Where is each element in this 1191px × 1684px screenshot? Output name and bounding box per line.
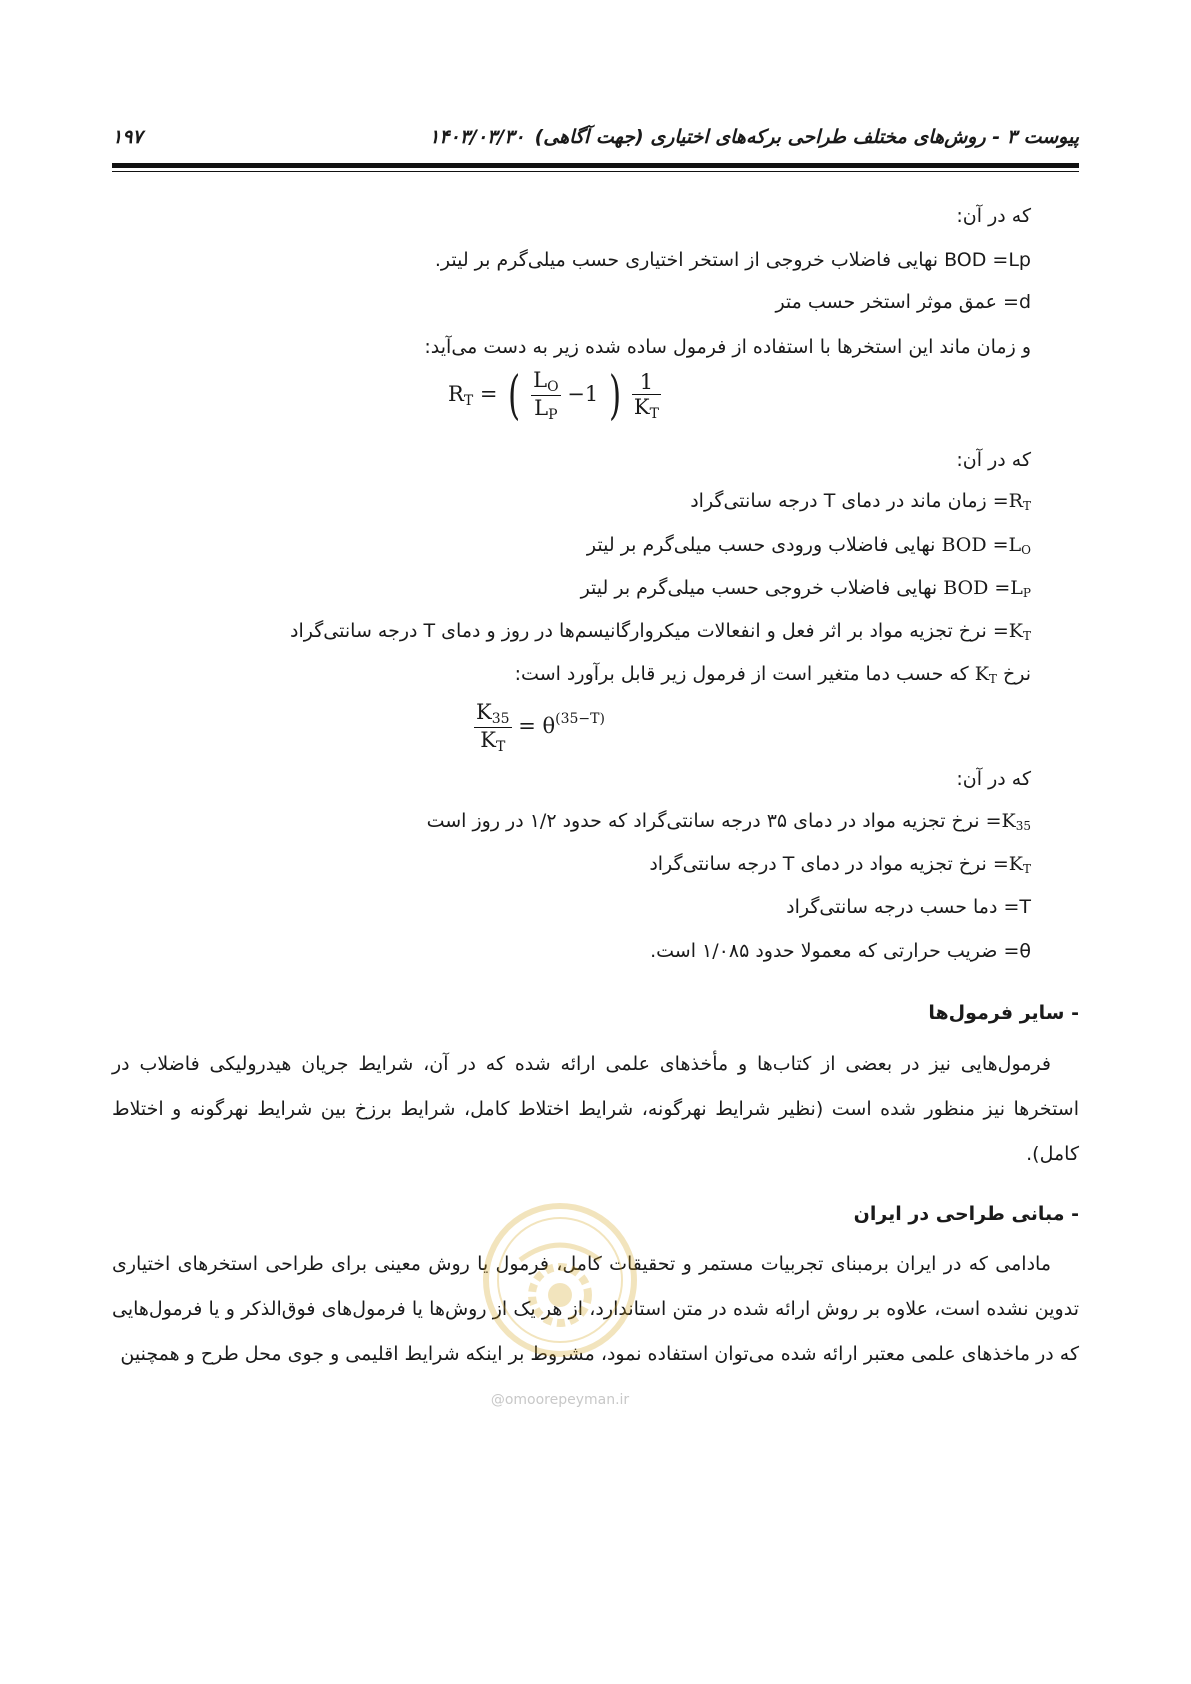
- formula2-rhs: = $\theta^{(35-T)}$: [518, 711, 605, 738]
- header-rule-thick: [112, 163, 1079, 168]
- formula1-minus-one: −1: [567, 382, 599, 406]
- retention-time-formula: [448, 365, 661, 426]
- rate-intro: نرخ $K_T$ که حسب دما متغیر است از فرمول زیر قابل برآورد است:: [514, 663, 1031, 686]
- rt-definition: $R_T=$ زمان ماند در دمای T درجه سانتی‌گراد: [690, 490, 1031, 513]
- header-title-text: پیوست ۳ - روش‌های مختلف طراحی برکه‌های اختیاری (جهت آگاهی): [534, 126, 1079, 148]
- formula1-fraction-lo-lp: $\frac{L_O}{L_P}$: [533, 368, 559, 423]
- iran-design-heading: - مبانی طراحی در ایران: [853, 1203, 1079, 1225]
- formula1-paren-close: ): [608, 365, 622, 426]
- t-definition: T= دما حسب درجه سانتی‌گراد: [786, 896, 1031, 918]
- other-formulas-paragraph: فرمول‌هایی نیز در بعضی از کتاب‌ها و مأخذهای علمی ارائه شده که در آن، شرایط جریان هیدرولیکی فاضلاب در استخرها نیز منظور شده است (نظیر شرایط نهرگونه، شرایط اختلاط کامل، شرایط برزخ بین شرایط نهرگونه و اختلاط کامل).: [112, 1053, 1079, 1165]
- lo-definition: BOD $=L_O$ نهایی فاضلاب ورودی حسب میلی‌گرم بر لیتر: [586, 534, 1031, 557]
- other-formulas-heading: - سایر فرمول‌ها: [928, 1002, 1079, 1024]
- watermark-logo: [480, 1200, 640, 1360]
- formula2-fraction: $\frac{K_{35}}{K_T}$: [476, 700, 510, 755]
- header-date: ۱۴۰۳/۰۳/۳۰: [429, 126, 525, 148]
- header-title: [429, 126, 1079, 148]
- where-label-2: که در آن:: [956, 449, 1031, 471]
- d-definition: d= عمق موثر استخر حسب متر: [775, 291, 1031, 313]
- retention-intro: و زمان ماند این استخرها با استفاده از فرمول ساده شده زیر به دست می‌آید:: [424, 336, 1031, 358]
- formula1-paren-open: (: [508, 365, 521, 426]
- formula1-fraction-one-kt: $\frac{1}{K_T}$: [633, 369, 659, 422]
- iran-design-paragraph: مادامی که در ایران برمبنای تجربیات مستمر و تحقیقات کامل، فرمول یا روش معینی برای طراحی استخرهای اختیاری تدوین نشده است، علاوه بر روش ارائه شده در متن استاندارد، از هر یک از روش‌ها یا فرمول‌های فوق‌الذکر و یا فرمول‌هایی که در ماخذهای علمی معتبر ارائه شده می‌توان استفاده نمود، مشروط بر اینکه شرایط اقلیمی و جوی محل طرح و همچنین: [112, 1253, 1079, 1365]
- lp-definition: BOD =Lp نهایی فاضلاب خروجی از استخر اختیاری حسب میلی‌گرم بر لیتر.: [434, 249, 1031, 271]
- header-rule-thin: [112, 171, 1079, 172]
- page-header: [112, 120, 1079, 154]
- rate-temperature-formula: [474, 700, 605, 755]
- kt-definition: $K_T=$ نرخ تجزیه مواد بر اثر فعل و انفعالات میکروارگانیسم‌ها در روز و دمای T درجه سانتی‌گراد: [290, 620, 1031, 643]
- lp-definition-2: BOD $=L_P$ نهایی فاضلاب خروجی حسب میلی‌گرم بر لیتر: [580, 577, 1031, 600]
- watermark-url: @omoorepeyman.ir: [490, 1392, 630, 1408]
- page-number: ۱۹۷: [112, 126, 143, 148]
- formula1-eq: =: [479, 382, 498, 406]
- k35-definition: $K_{35}=$ نرخ تجزیه مواد در دمای ۳۵ درجه سانتی‌گراد که حدود ۱/۲ در روز است: [426, 810, 1031, 833]
- where-label-1: که در آن:: [956, 205, 1031, 227]
- kt-definition-2: $K_T=$ نرخ تجزیه مواد در دمای T درجه سانتی‌گراد: [649, 853, 1031, 876]
- where-label-3: که در آن:: [956, 768, 1031, 790]
- theta-definition: θ= ضریب حرارتی که معمولا حدود ۱/۰۸۵ است.: [650, 940, 1031, 962]
- formula1-lhs: $R_T$: [448, 382, 474, 409]
